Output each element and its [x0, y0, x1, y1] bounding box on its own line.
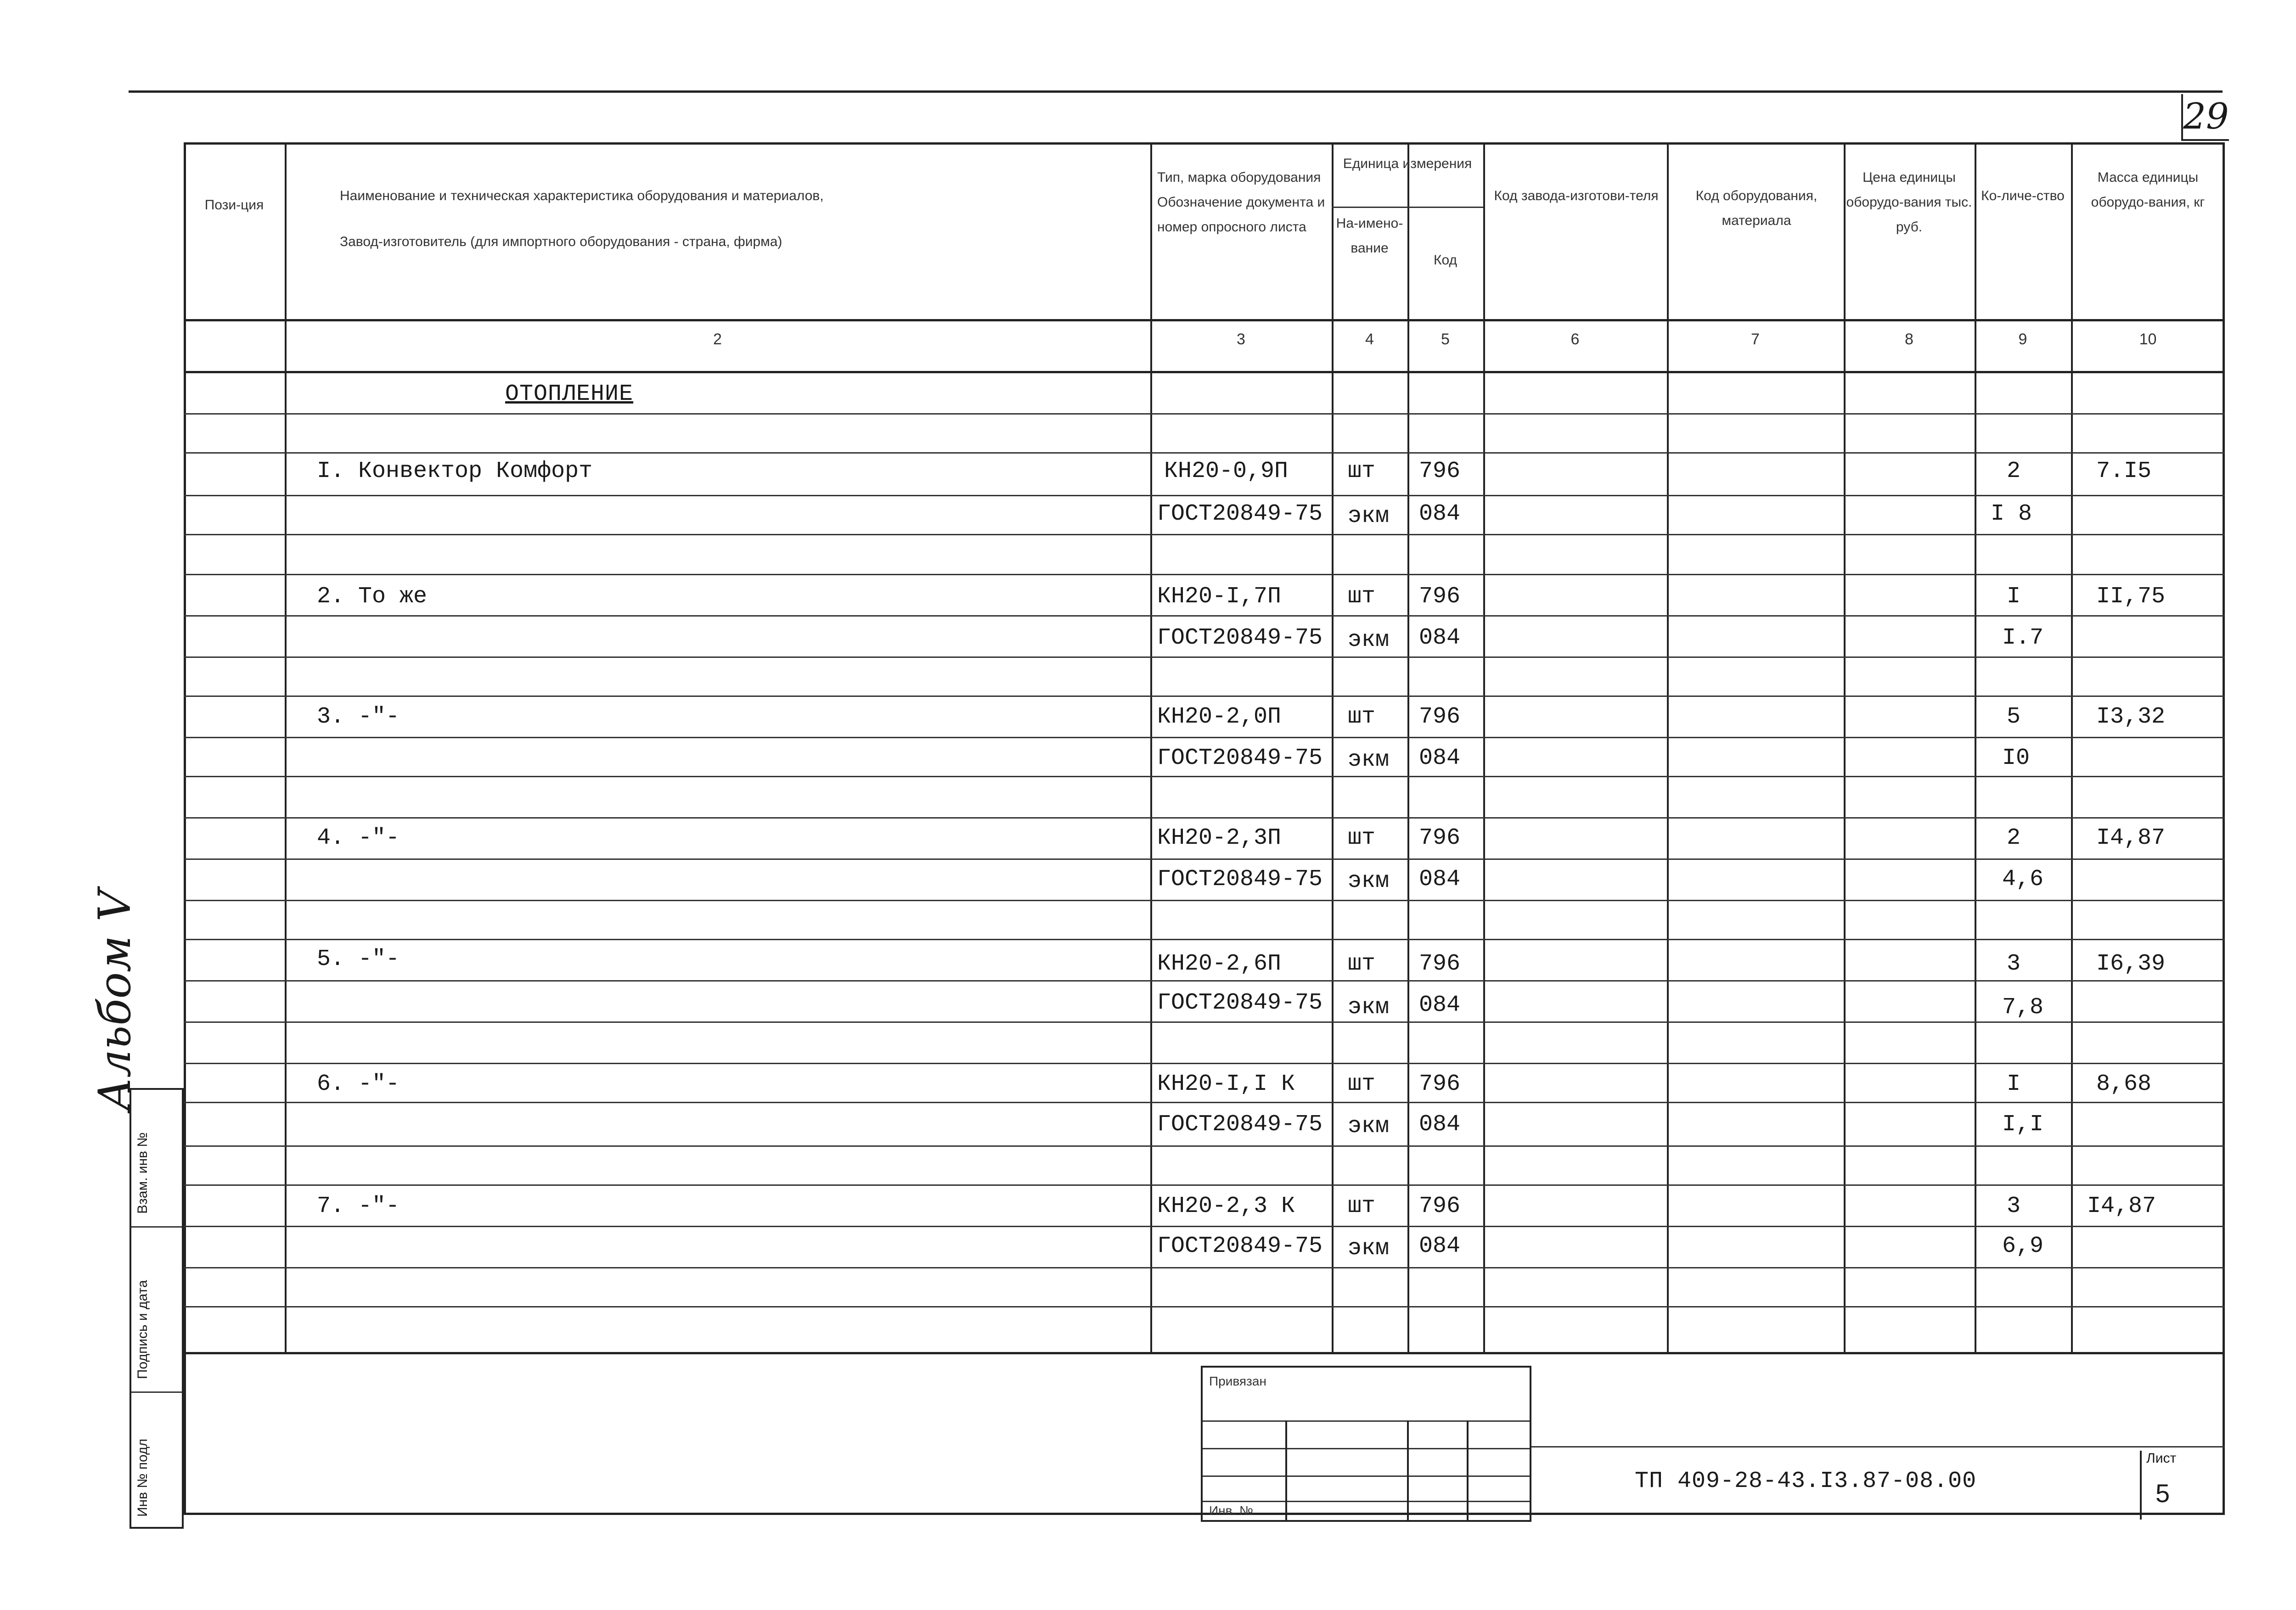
row-code: 796	[1419, 1193, 1461, 1219]
row-qty: 2	[2007, 825, 2021, 851]
header-price: Цена единицы оборудо-вания тыс. руб.	[1846, 170, 1972, 235]
header-sub-rule	[1332, 207, 1483, 208]
row-rule	[184, 452, 2225, 454]
row-code: 084	[1419, 1233, 1461, 1259]
row-type: КН20-I,I К	[1157, 1071, 1295, 1097]
col-rule	[1332, 142, 1334, 1354]
row-code: 084	[1419, 501, 1461, 527]
header-type: Тип, марка оборудования Обозначение документа и номер опросного листа	[1157, 170, 1325, 235]
header-unit-name: На-имено-вание	[1336, 216, 1403, 256]
row-rule	[184, 980, 2225, 982]
stamp-col-rule	[1285, 1420, 1287, 1521]
row-name: 3. -"-	[317, 704, 400, 730]
row-rule	[184, 1267, 2225, 1268]
page-number: 29	[2181, 94, 2229, 141]
row-unit: шт	[1348, 1071, 1376, 1097]
colnum-2: 2	[713, 331, 722, 348]
titleblock-rule	[1531, 1446, 2225, 1447]
row-type: КН20-I,7П	[1157, 583, 1282, 610]
row-qty: 6,9	[2002, 1233, 2044, 1259]
side-stamp-replace-inv: Взам. инв №	[135, 1132, 150, 1214]
row-name: I. Конвектор Комфорт	[317, 458, 593, 484]
col-rule	[1844, 142, 1846, 1354]
row-rule	[184, 1063, 2225, 1064]
side-stamp-cell	[131, 1228, 182, 1393]
row-name: 7. -"-	[317, 1193, 400, 1219]
row-name: 6. -"-	[317, 1071, 400, 1097]
header-bottom-rule	[184, 319, 2225, 321]
row-mass: I4,87	[2087, 1193, 2156, 1219]
row-type: ГОСТ20849-75	[1157, 866, 1323, 892]
row-type: КН20-2,3 К	[1157, 1193, 1295, 1219]
row-code: 796	[1419, 704, 1461, 730]
section-title: ОТОПЛЕНИЕ	[505, 381, 634, 407]
row-unit: шт	[1348, 825, 1376, 851]
row-rule	[184, 615, 2225, 617]
col-rule	[1483, 142, 1485, 1354]
side-stamp-inv-orig: Инв № подл	[135, 1438, 150, 1517]
row-qty: 3	[2007, 951, 2021, 977]
row-rule	[184, 737, 2225, 738]
header-equipment-code: Код оборудования, материала	[1695, 188, 1818, 228]
side-stamp-cell	[131, 1393, 182, 1526]
stamp-attached-label: Привязан	[1209, 1374, 1266, 1388]
row-rule	[184, 495, 2225, 496]
row-code: 796	[1419, 458, 1461, 484]
row-code: 084	[1419, 992, 1461, 1018]
row-rule	[184, 1102, 2225, 1103]
row-type: КН20-2,6П	[1157, 951, 1282, 977]
row-rule	[184, 413, 2225, 415]
row-unit: экм	[1348, 868, 1390, 894]
row-rule	[184, 1145, 2225, 1147]
row-qty: 7,8	[2002, 994, 2044, 1021]
row-unit: шт	[1348, 1193, 1376, 1219]
header-unit-code: Код	[1433, 252, 1457, 268]
row-rule	[184, 534, 2225, 535]
stamp-inv-label: Инв. №	[1209, 1503, 1254, 1518]
header-mass: Масса единицы оборудо-вания, кг	[2091, 170, 2205, 210]
col-rule	[1975, 142, 1976, 1354]
row-code: 084	[1419, 745, 1461, 771]
row-name: 2. То же	[317, 583, 428, 610]
row-mass: I4,87	[2096, 825, 2166, 851]
stamp-col-rule	[1407, 1420, 1409, 1521]
col-rule	[2071, 142, 2073, 1354]
row-mass: I3,32	[2096, 704, 2166, 730]
row-type: ГОСТ20849-75	[1157, 1233, 1323, 1259]
row-qty: 4,6	[2002, 866, 2044, 892]
row-unit: экм	[1348, 627, 1390, 653]
row-type: ГОСТ20849-75	[1157, 501, 1323, 527]
row-type: КН20-2,3П	[1157, 825, 1282, 851]
row-qty: I.7	[2002, 625, 2044, 651]
row-code: 796	[1419, 583, 1461, 610]
row-type: ГОСТ20849-75	[1157, 745, 1323, 771]
row-code: 796	[1419, 951, 1461, 977]
colnum-9: 9	[2018, 331, 2027, 348]
row-rule	[184, 1226, 2225, 1227]
colnum-3: 3	[1237, 331, 1245, 348]
header-position: Пози-ция	[204, 197, 264, 213]
row-qty: I	[2007, 583, 2021, 610]
colnum-6: 6	[1570, 331, 1580, 348]
colnum-bottom-rule	[184, 371, 2225, 373]
row-unit: экм	[1348, 503, 1390, 529]
row-rule	[184, 900, 2225, 901]
row-rule	[184, 858, 2225, 860]
col-rule	[1150, 142, 1152, 1354]
sheet-box	[2140, 1451, 2197, 1520]
colnum-7: 7	[1751, 331, 1760, 348]
row-type: ГОСТ20849-75	[1157, 625, 1323, 651]
row-rule	[184, 1021, 2225, 1023]
row-name: 5. -"-	[317, 946, 400, 972]
row-rule	[184, 776, 2225, 777]
stamp-rule	[1203, 1420, 1530, 1422]
row-rule	[184, 656, 2225, 658]
side-stamp-signature: Подпись и дата	[135, 1280, 150, 1379]
side-stamp	[129, 1088, 184, 1529]
header-name-line2: Завод-изготовитель (для импортного оборудования - страна, фирма)	[340, 234, 782, 249]
row-qty: I,I	[2002, 1111, 2044, 1138]
row-qty: I 8	[1991, 501, 2032, 527]
row-rule	[184, 817, 2225, 819]
col-rule	[285, 142, 287, 1354]
row-qty: 3	[2007, 1193, 2021, 1219]
row-rule	[184, 1184, 2225, 1186]
row-rule	[184, 696, 2225, 697]
row-unit: экм	[1348, 1113, 1390, 1139]
sheet-label: Лист	[2146, 1451, 2177, 1466]
side-stamp-cell	[131, 1090, 182, 1228]
col-rule	[1667, 142, 1669, 1354]
stamp-rule	[1203, 1448, 1530, 1449]
header-unit-group: Единица измерения	[1343, 156, 1472, 171]
row-code: 796	[1419, 1071, 1461, 1097]
stamp-col-rule	[1467, 1420, 1469, 1521]
row-unit: экм	[1348, 747, 1390, 773]
row-qty: 5	[2007, 704, 2021, 730]
row-mass: II,75	[2096, 583, 2166, 610]
header-name-line1: Наименование и техническая характеристика оборудования и материалов,	[340, 188, 824, 203]
colnum-4: 4	[1365, 331, 1374, 348]
row-mass: I6,39	[2096, 951, 2166, 977]
document-code: ТП 409-28-43.I3.87-08.00	[1635, 1468, 1977, 1494]
row-type: КН20-0,9П	[1164, 458, 1289, 484]
row-unit: шт	[1348, 704, 1376, 730]
row-rule	[184, 1306, 2225, 1307]
header-quantity: Ко-личе-ство	[1981, 188, 2065, 203]
album-label: Альбом V	[89, 890, 141, 1111]
row-qty: I0	[2002, 745, 2030, 771]
header-maker-code: Код завода-изготови-теля	[1494, 188, 1659, 203]
row-mass: 7.I5	[2096, 458, 2152, 484]
row-unit: экм	[1348, 994, 1390, 1021]
row-code: 084	[1419, 866, 1461, 892]
row-code: 084	[1419, 1111, 1461, 1138]
row-code: 796	[1419, 825, 1461, 851]
row-qty: I	[2007, 1071, 2021, 1097]
colnum-5: 5	[1441, 331, 1450, 348]
row-unit: шт	[1348, 458, 1376, 484]
stamp-rule	[1203, 1475, 1530, 1477]
row-rule	[184, 574, 2225, 575]
top-rule	[129, 90, 2223, 93]
row-type: ГОСТ20849-75	[1157, 1111, 1323, 1138]
col-rule	[1407, 142, 1409, 1354]
row-code: 084	[1419, 625, 1461, 651]
stamp-rule	[1203, 1501, 1530, 1502]
row-name: 4. -"-	[317, 825, 400, 851]
table-bottom-rule	[184, 1352, 2225, 1354]
row-unit: шт	[1348, 583, 1376, 610]
row-rule	[184, 939, 2225, 940]
colnum-8: 8	[1905, 331, 1913, 348]
row-unit: шт	[1348, 951, 1376, 977]
row-qty: 2	[2007, 458, 2021, 484]
row-mass: 8,68	[2096, 1071, 2152, 1097]
row-unit: экм	[1348, 1235, 1390, 1262]
row-type: КН20-2,0П	[1157, 704, 1282, 730]
binding-stamp	[1201, 1366, 1531, 1522]
row-type: ГОСТ20849-75	[1157, 990, 1323, 1016]
colnum-10: 10	[2139, 331, 2157, 348]
sheet-number: 5	[2155, 1479, 2170, 1508]
